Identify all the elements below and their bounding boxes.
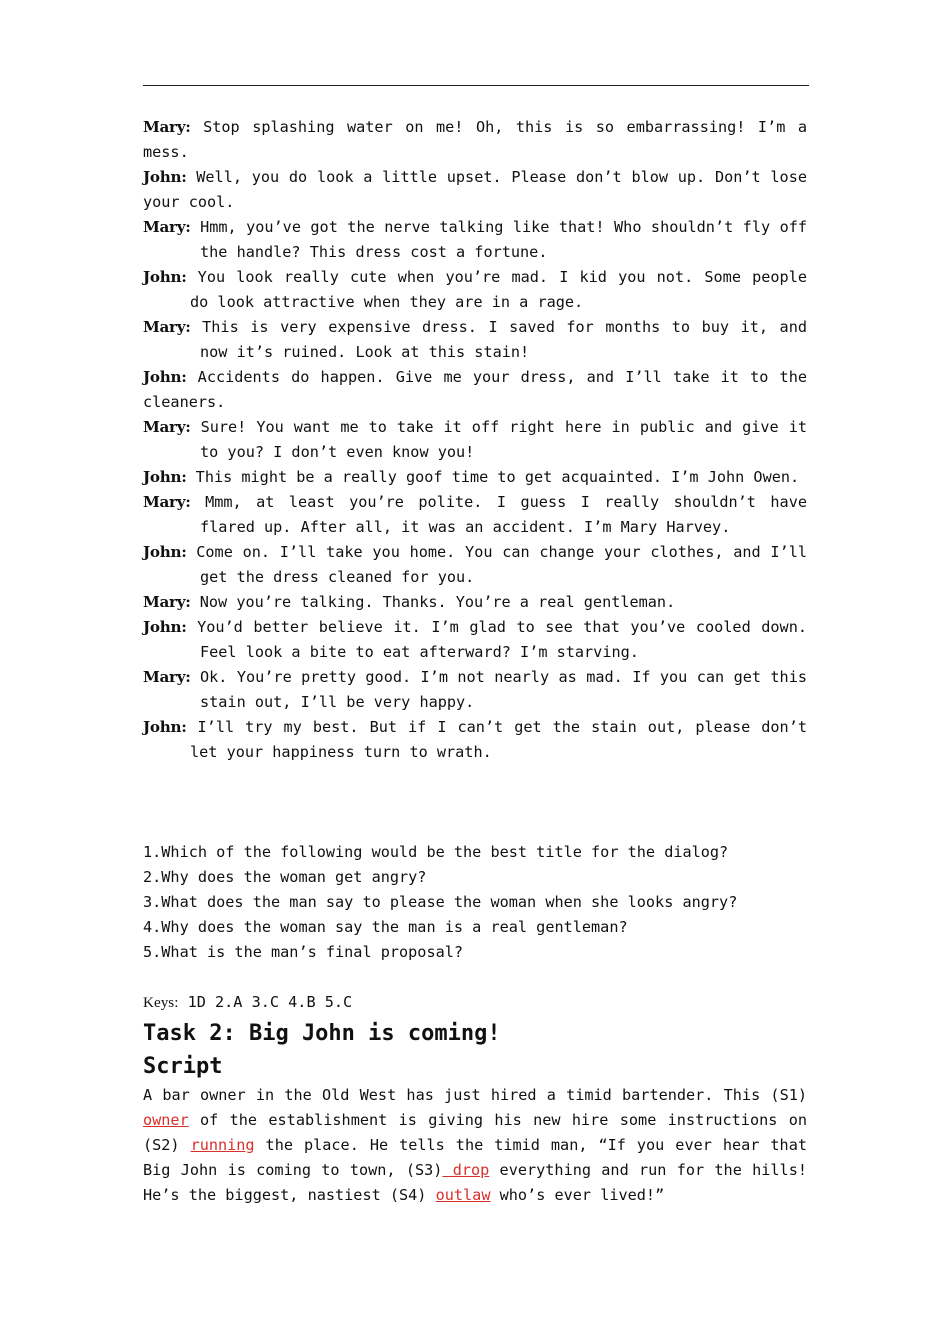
speaker: Mary: [143, 218, 191, 236]
question-item: 4.Why does the woman say the man is a real gentleman? [143, 918, 628, 936]
speaker: John: [143, 168, 187, 186]
dialogue-line [143, 265, 807, 315]
speaker: Mary: [143, 493, 191, 511]
question-list [143, 840, 807, 965]
line-text: Accidents do happen. Give me your dress, and I’ll take it to the cleaners. [143, 368, 807, 411]
line-text: Now you’re talking. Thanks. You’re a real gentleman. [199, 593, 676, 611]
dialogue [143, 115, 807, 765]
script-text-1: A bar owner in the Old West has just hired a timid bartender. This (S1) [143, 1086, 807, 1104]
line-text: Come on. I’ll take you home. You can change your clothes, and I’ll get the dress cleaned for you. [196, 543, 807, 586]
speaker: John: [143, 368, 187, 386]
line-text: I’ll try my best. But if I can’t get the stain out, please don’t let your happiness turn to wrath. [190, 718, 807, 761]
script-text-3: the place. He tells the timid man, “If you ever hear that Big John is coming to town, (S3) [143, 1136, 807, 1179]
speaker: John: [143, 718, 187, 736]
speaker: John: [143, 618, 187, 636]
line-text: This is very expensive dress. I saved for months to buy it, and now it’s ruined. Look at this stain! [200, 318, 807, 361]
dialogue-line [143, 165, 807, 215]
speaker: John: [143, 468, 187, 486]
speaker: Mary: [143, 418, 191, 436]
dialogue-line [143, 665, 807, 715]
dialogue-line [143, 215, 807, 265]
line-text: Ok. You’re pretty good. I’m not nearly as mad. If you can get this stain out, I’ll be very happy. [200, 668, 807, 711]
line-text: Stop splashing water on me! Oh, this is so embarrassing! I’m a mess. [143, 118, 807, 161]
script-heading: Script [143, 1054, 223, 1079]
dialogue-line [143, 590, 807, 615]
dialogue-line [143, 490, 807, 540]
speaker: Mary: [143, 118, 191, 136]
blank-s4-answer: outlaw [435, 1186, 491, 1204]
speaker: Mary: [143, 593, 191, 611]
question-item: 3.What does the man say to please the woman when she looks angry? [143, 893, 738, 911]
keys-label: Keys: [143, 994, 179, 1011]
line-text: Well, you do look a little upset. Please don’t blow up. Don’t lose your cool. [143, 168, 807, 211]
question-item: 1.Which of the following would be the best title for the dialog? [143, 843, 729, 861]
script-text-5: who’s ever lived!” [490, 1186, 665, 1204]
blank-s1-answer: owner [143, 1111, 189, 1129]
header-rule [143, 85, 809, 86]
answer-keys [143, 990, 807, 1015]
blank-s2-answer: running [190, 1136, 255, 1154]
dialogue-line [143, 540, 807, 590]
script-text-2: of the establishment is giving his new hire some instructions on (S2) [143, 1111, 807, 1154]
dialogue-line [143, 415, 807, 465]
speaker: Mary: [143, 318, 191, 336]
keys-text: 1D 2.A 3.C 4.B 5.C [178, 993, 353, 1011]
speaker: John: [143, 268, 187, 286]
task-title: Task 2: Big John is coming! [143, 1021, 501, 1046]
dialogue-line [143, 715, 807, 765]
script-text-4: everything and run for the hills! He’s the biggest, nastiest (S4) [143, 1161, 807, 1204]
dialogue-line [143, 365, 807, 415]
line-text: Sure! You want me to take it off right here in public and give it to you? I don’t even know you! [200, 418, 807, 461]
script-paragraph [143, 1083, 807, 1208]
line-text: You’d better believe it. I’m glad to see that you’ve cooled down. Feel look a bite to eat afterward? I’m starving. [197, 618, 807, 661]
page-content [143, 115, 807, 1208]
dialogue-line [143, 615, 807, 665]
line-text: Mmm, at least you’re polite. I guess I really shouldn’t have flared up. After all, it was an accident. I’m Mary Harvey. [200, 493, 807, 536]
dialogue-line [143, 465, 807, 490]
speaker: John: [143, 543, 187, 561]
dialogue-line [143, 115, 807, 165]
question-item: 2.Why does the woman get angry? [143, 868, 427, 886]
line-text: Hmm, you’ve got the nerve talking like that! Who shouldn’t fly off the handle? This dress cost a fortune. [200, 218, 807, 261]
speaker: Mary: [143, 668, 191, 686]
blank-s3-answer: drop [442, 1161, 490, 1179]
line-text: You look really cute when you’re mad. I kid you not. Some people do look attractive when they are in a rage. [190, 268, 807, 311]
question-item: 5.What is the man’s final proposal? [143, 943, 464, 961]
dialogue-line [143, 315, 807, 365]
line-text: This might be a really goof time to get acquainted. I’m John Owen. [195, 468, 800, 486]
